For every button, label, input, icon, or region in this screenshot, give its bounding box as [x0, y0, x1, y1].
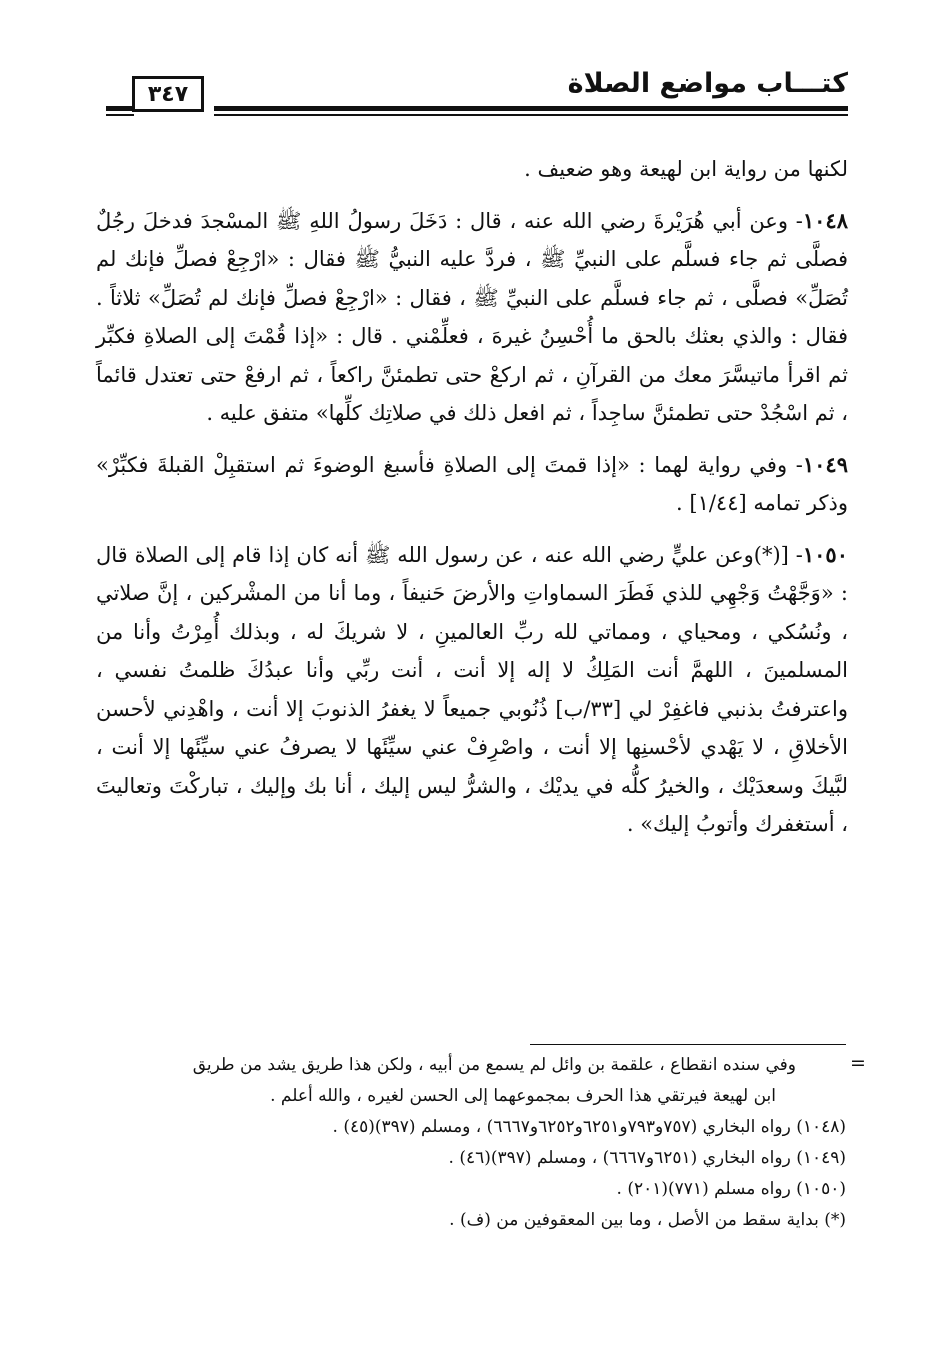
hadith-1050 — [96, 536, 848, 844]
hadith-number: ١٠٤٨ — [802, 207, 848, 233]
footnote-continuation-marker: = — [850, 1052, 866, 1074]
footnotes — [96, 1050, 848, 1236]
hadith-number: ١٠٥٠ — [802, 541, 848, 567]
page-header — [96, 62, 848, 118]
paragraph-text: لكنها من رواية ابن لهيعة وهو ضعيف . — [524, 157, 848, 181]
paragraph — [96, 150, 848, 189]
header-rule-thick — [214, 106, 848, 111]
footnote-reference: (*) بداية سقط من الأصل ، وما بين المعقوفين من (ف) . — [449, 1210, 846, 1230]
header-rule-thin — [214, 114, 848, 116]
hadith-1049 — [96, 446, 848, 523]
main-text — [96, 150, 848, 844]
footnote-reference: (١٠٤٩) رواه البخاري (٦٢٥١و٦٦٦٧) ، ومسلم (٣٩٧)(٤٦) . — [448, 1148, 846, 1168]
footnote-reference: (١٠٥٠) رواه مسلم (٧٧١)(٢٠١) . — [616, 1179, 846, 1199]
footnote-line: ابن لهيعة فيرتقي هذا الحرف بمجموعهما إلى الحسن لغيره ، والله أعلم . — [270, 1086, 776, 1106]
footnote-separator — [530, 1044, 846, 1045]
hadith-text: - [(*)وعن عليٍّ رضي الله عنه ، عن رسول الله ﷺ أنه كان إذا قام إلى الصلاة قال : «وَجَّهْتُ وَجْهِي للذي فَطَرَ السماواتِ والأرضَ حَنيفاً ، وما أنا من المشْركين ، إنَّ صلاتي ، ونُسُكي ، ومحياي ، ومماتي لله ربِّ العالمينِ ، لا شريكَ له ، وبذلك أُمِرْتُ وأنا من المسلمينَ ، اللهمَّ أنت المَلِكُ لا إله إلا أنت ، أنت ربِّي وأنا عبدُكَ ظلمتُ نفسي ، واعترفتُ بذنبي فاغفِرْ لي [٣٣/ب] ذُنُوبي جميعاً لا يغفرُ الذنوبَ إلا أنت ، واهْدِني لأحسن الأخلاقِ ، لا يَهْدي لأحْسنِها إلا أنت ، واصْرِفْ عني سيِّئَها لا يصرفُ عني سيِّئَها إلا أنت ، لبَّيكَ وسعدَيْك ، والخيرُ كلُّه في يديْك ، والشرُّ ليس إليك ، أنا بك وإليك ، تباركْتَ وتعاليتَ ، أستغفرك وأتوبُ إليك» . — [96, 542, 848, 836]
header-rule-left-thin — [106, 114, 134, 116]
footnote-reference: (١٠٤٨) رواه البخاري (٧٥٧و٧٩٣و٦٢٥١و٦٢٥٢و٦٦٦٧) ، ومسلم (٣٩٧)(٤٥) . — [332, 1117, 846, 1137]
hadith-number: ١٠٤٩ — [802, 451, 848, 477]
header-rule-left-thick — [106, 106, 134, 111]
hadith-text: - وعن أبي هُرَيْرةَ رضي الله عنه ، قال : دَخَلَ رسولُ اللهِ ﷺ المسْجدَ فدخلَ رجُلٌ فصلَّى ثم جاء فسلَّم على النبيِّ ﷺ ، فردَّ عليه النبيُّ ﷺ فقال : «ارْجِعْ فصلِّ فإنك لم تُصَلِّ» فصلَّى ، ثم جاء فسلَّم على النبيِّ ﷺ ، فقال : «ارْجِعْ فصلِّ فإنك لم تُصَلِّ» ثلاثاً . فقال : والذي بعثك بالحق ما أُحْسِنُ غيرهَ ، فعلِّمْني . قال : «إذا قُمْتَ إلى الصلاةِ فكبِّر ثم اقرأ ماتيسَّرَ معك من القرآنِ ، ثم اركعْ حتى تطمئنَّ راكعاً ، ثم ارفعْ حتى تعتدل قائماً ، ثم اسْجُدْ حتى تطمئنَّ ساجِداً ، ثم افعل ذلك في صلاتِك كلِّها» متفق عليه . — [96, 208, 848, 425]
page-number-text: ٣٤٧ — [147, 81, 189, 107]
page-number — [132, 76, 204, 112]
footnote-line: وفي سنده انقطاع ، علقمة بن وائل لم يسمع من أبيه ، ولكن هذا طريق يشد من طريق — [192, 1055, 796, 1075]
hadith-1048 — [96, 202, 848, 433]
book-title: كتـــاب مواضع الصلاة — [567, 68, 848, 99]
hadith-text: - وفي رواية لهما : «إذا قمتَ إلى الصلاةِ فأسبغ الوضوءَ ثم استقبِلْ القبلةَ فكبِّرْ» وذكر تمامه [١/٤٤] . — [96, 452, 848, 515]
